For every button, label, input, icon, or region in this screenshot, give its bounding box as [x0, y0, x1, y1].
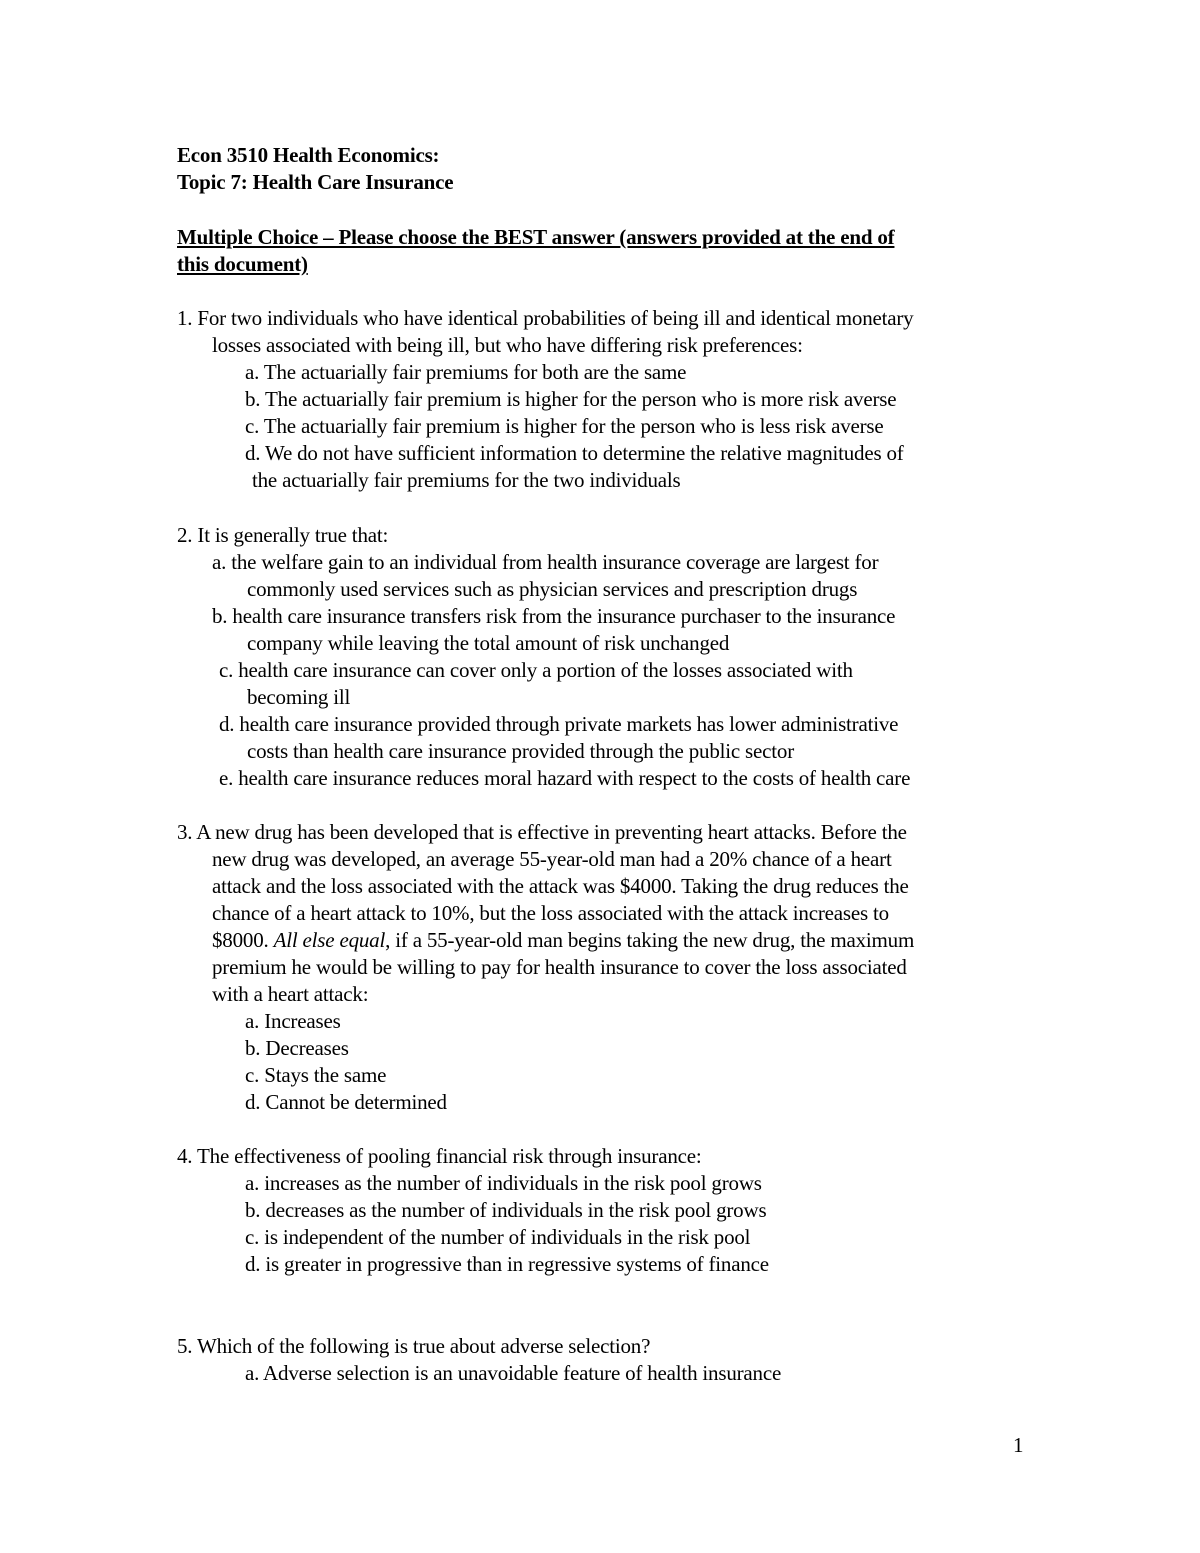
q3-stem-line-5: [212, 927, 914, 954]
q1-option-b: b. The actuarially fair premium is higher for the person who is more risk averse: [245, 387, 897, 411]
q1-option-a: a. The actuarially fair premiums for both are the same: [245, 360, 687, 384]
q3-option-a: a. Increases: [245, 1009, 341, 1033]
q1-option-c: c. The actuarially fair premium is higher for the person who is less risk averse: [245, 414, 884, 438]
q2-option-d: d. health care insurance provided through private markets has lower administrative: [219, 712, 899, 736]
q1-stem-line-2: losses associated with being ill, but who have differing risk preferences:: [212, 333, 803, 357]
q3-option-b: b. Decreases: [245, 1036, 349, 1060]
q3-stem-line-1: 3. A new drug has been developed that is effective in preventing heart attacks. Before the: [177, 820, 907, 844]
q3-stem-line-4: chance of a heart attack to 10%, but the loss associated with the attack increases to: [212, 901, 889, 925]
q3-stem-line-2: new drug was developed, an average 55-year-old man had a 20% chance of a heart: [212, 847, 892, 871]
q3-stem-line-5-post: , if a 55-year-old man begins taking the new drug, the maximum: [385, 928, 915, 952]
q5-stem: 5. Which of the following is true about adverse selection?: [177, 1334, 651, 1358]
topic-title: Topic 7: Health Care Insurance: [177, 170, 454, 194]
q3-stem-line-7: with a heart attack:: [212, 982, 369, 1006]
q4-option-b: b. decreases as the number of individuals in the risk pool grows: [245, 1198, 767, 1222]
q2-option-c-cont: becoming ill: [247, 685, 351, 709]
q4-option-c: c. is independent of the number of individuals in the risk pool: [245, 1225, 751, 1249]
q3-option-c: c. Stays the same: [245, 1063, 387, 1087]
q3-all-else-equal: All else equal: [273, 928, 386, 952]
q4-option-d: d. is greater in progressive than in regressive systems of finance: [245, 1252, 769, 1276]
q2-option-e: e. health care insurance reduces moral hazard with respect to the costs of health care: [219, 766, 911, 790]
course-title: Econ 3510 Health Economics:: [177, 143, 440, 167]
q3-stem-line-6: premium he would be willing to pay for health insurance to cover the loss associated: [212, 955, 907, 979]
instructions-line-2: this document): [177, 252, 308, 276]
q4-stem: 4. The effectiveness of pooling financial risk through insurance:: [177, 1144, 702, 1168]
q3-stem-line-3: attack and the loss associated with the attack was $4000. Taking the drug reduces the: [212, 874, 909, 898]
q2-option-a-cont: commonly used services such as physician services and prescription drugs: [247, 577, 858, 601]
q1-option-d-cont: the actuarially fair premiums for the two individuals: [252, 468, 681, 492]
q1-stem-line-1: 1. For two individuals who have identical probabilities of being ill and identical monetary: [177, 306, 914, 330]
q2-option-a: a. the welfare gain to an individual from health insurance coverage are largest for: [212, 550, 879, 574]
instructions-line-1: Multiple Choice – Please choose the BEST answer (answers provided at the end of: [177, 225, 895, 249]
q3-option-d: d. Cannot be determined: [245, 1090, 447, 1114]
q2-option-b-cont: company while leaving the total amount of risk unchanged: [247, 631, 730, 655]
q3-stem-line-5-pre: $8000.: [212, 928, 274, 952]
q1-option-d: d. We do not have sufficient information to determine the relative magnitudes of: [245, 441, 904, 465]
page-number: 1: [1013, 1433, 1024, 1457]
q2-option-b: b. health care insurance transfers risk from the insurance purchaser to the insurance: [212, 604, 896, 628]
q5-option-a: a. Adverse selection is an unavoidable feature of health insurance: [245, 1361, 782, 1385]
q2-option-d-cont: costs than health care insurance provided through the public sector: [247, 739, 794, 763]
q2-option-c: c. health care insurance can cover only a portion of the losses associated with: [219, 658, 853, 682]
q4-option-a: a. increases as the number of individuals in the risk pool grows: [245, 1171, 762, 1195]
q2-stem: 2. It is generally true that:: [177, 523, 389, 547]
